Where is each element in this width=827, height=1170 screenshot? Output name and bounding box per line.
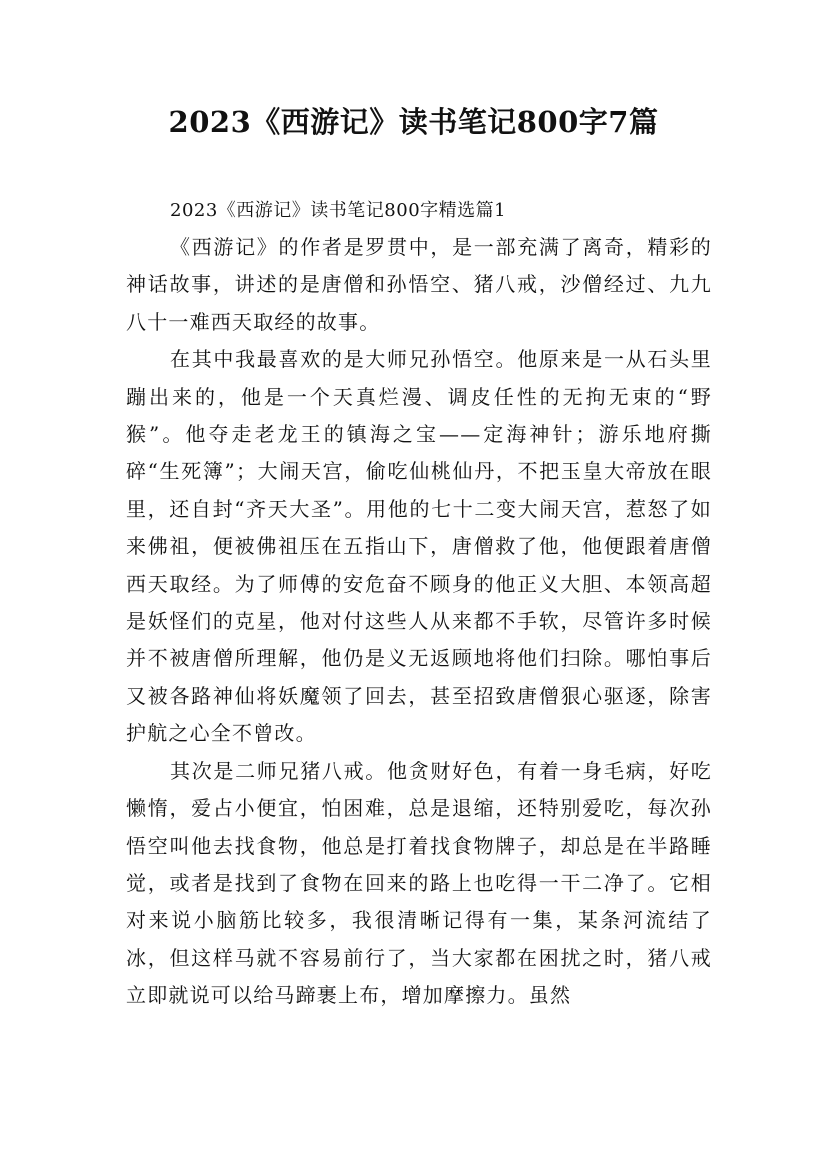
section-heading: 2023《西游记》读书笔记800字精选篇1 <box>170 200 507 221</box>
document-body <box>126 192 712 1015</box>
paragraph-intro: 《西游记》的作者是罗贯中，是一部充满了离奇，精彩的神话故事，讲述的是唐僧和孙悟空、猪八戒，沙僧经过、九九八十一难西天取经的故事。 <box>126 235 712 334</box>
paragraph-sun-wukong: 在其中我最喜欢的是大师兄孙悟空。他原来是一从石头里蹦出来的，他是一个天真烂漫、调皮任性的无拘无束的“野猴”。他夺走老龙王的镇海之宝——定海神针；游乐地府撕碎“生死簿”；大闹天宫，偷吃仙桃仙丹，不把玉皇大帝放在眼里，还自封“齐天大圣”。用他的七十二变大闹天宫，惹怒了如来佛祖，便被佛祖压在五指山下，唐僧救了他，他便跟着唐僧西天取经。为了师傅的安危奋不顾身的他正义大胆、本领高超是妖怪们的克星，他对付这些人从来都不手软，尽管许多时候并不被唐僧所理解，他仍是义无返顾地将他们扫除。哪怕事后又被各路神仙将妖魔领了回去，甚至招致唐僧狠心驱逐，除害护航之心全不曾改。 <box>126 347 712 746</box>
document-title: 2023《西游记》读书笔记800字7篇 <box>168 105 659 139</box>
paragraph-zhu-bajie: 其次是二师兄猪八戒。他贪财好色，有着一身毛病，好吃懒惰，爱占小便宜，怕困难，总是退缩，还特别爱吃，每次孙悟空叫他去找食物，他总是打着找食物牌子，却总是在半路睡觉，或者是找到了食物在回来的路上也吃得一干二净了。它相对来说小脑筋比较多，我很清晰记得有一集，某条河流结了冰，但这样马就不容易前行了，当大家都在困扰之时，猪八戒立即就说可以给马蹄裹上布，增加摩擦力。虽然 <box>126 758 712 1008</box>
